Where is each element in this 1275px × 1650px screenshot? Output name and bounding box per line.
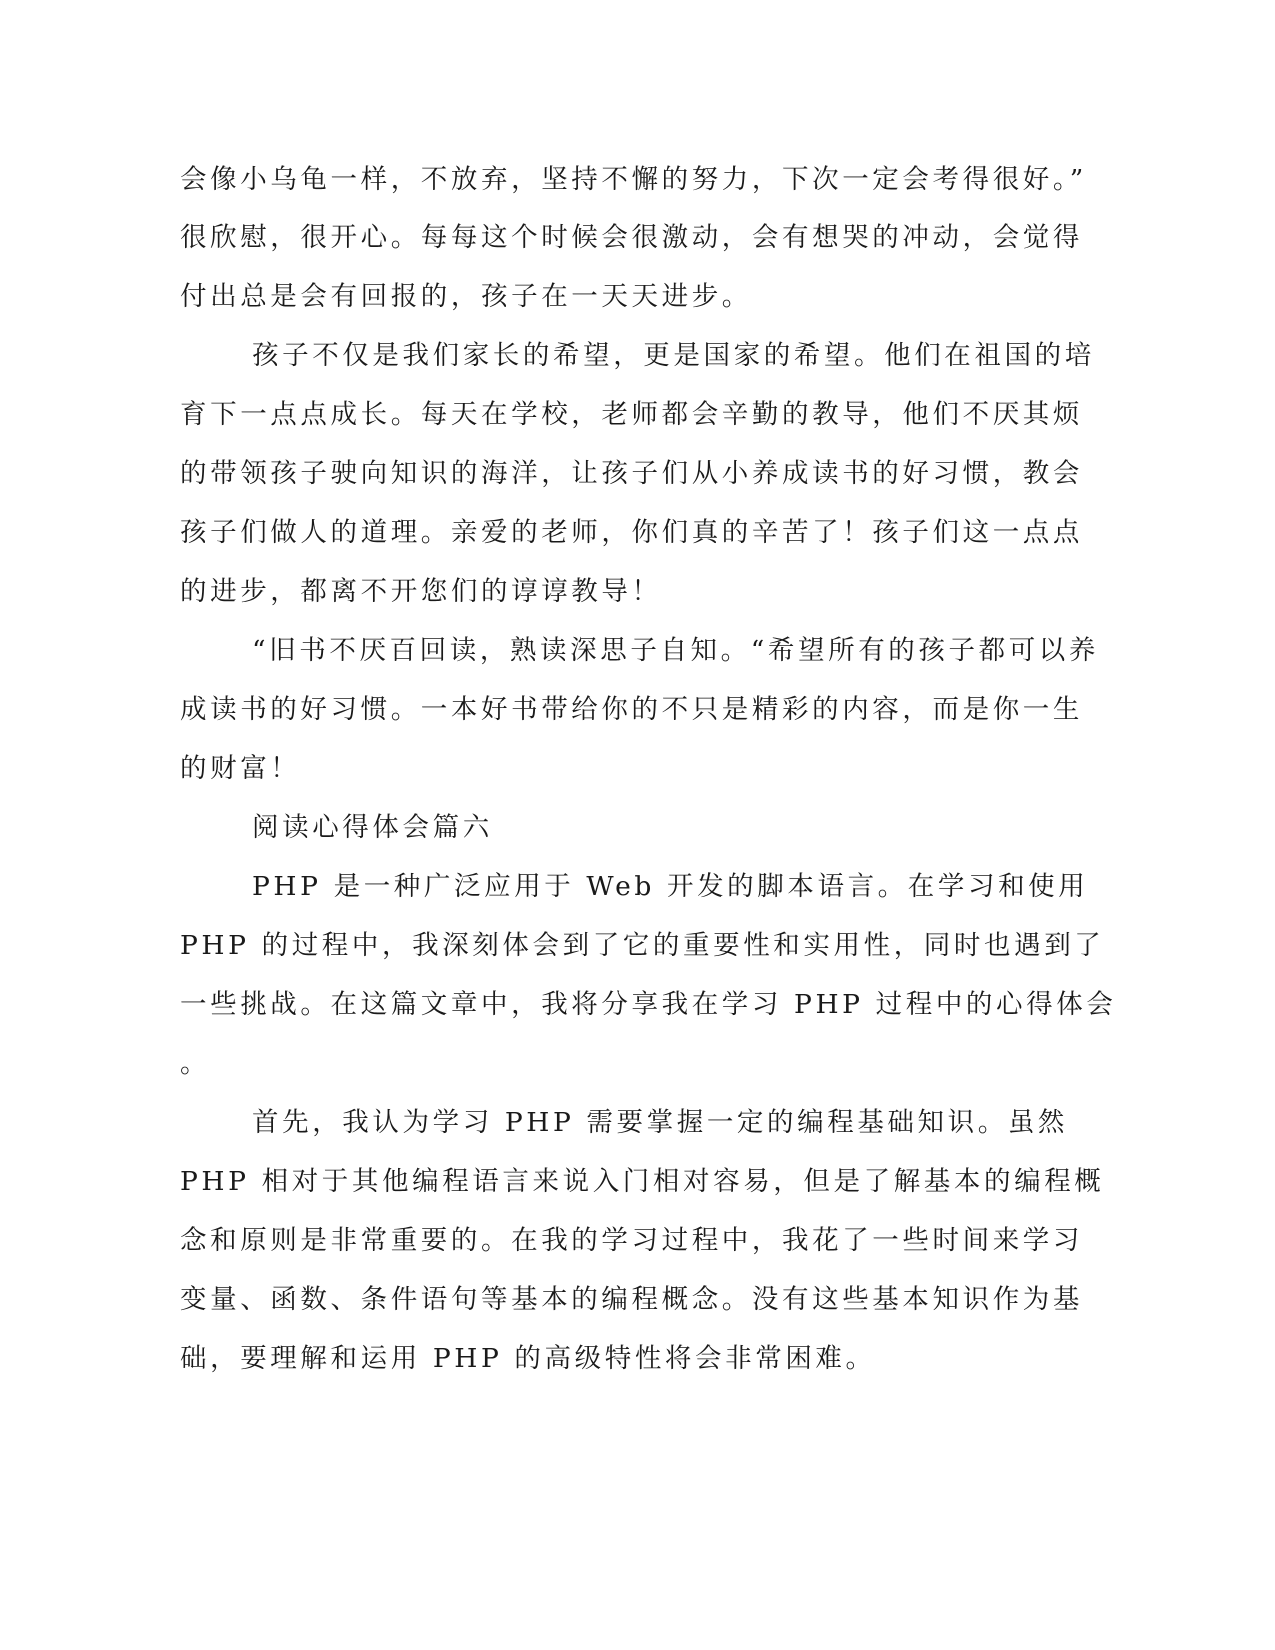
text-line: 础，要理解和运用 PHP 的高级特性将会非常困难。 (180, 1343, 876, 1374)
text-line: 育下一点点成长。每天在学校，老师都会辛勤的教导，他们不厌其烦 (180, 399, 1083, 430)
text-line: PHP 相对于其他编程语言来说入门相对容易，但是了解基本的编程概 (180, 1166, 1105, 1197)
paragraph-first-line: “旧书不厌百回读，熟读深思子自知。“希望所有的孩子都可以养 (252, 635, 1099, 666)
text-line: 。 (180, 1048, 211, 1079)
text-line: PHP 的过程中，我深刻体会到了它的重要性和实用性，同时也遇到了 (180, 930, 1105, 961)
text-line: 一些挑战。在这篇文章中，我将分享我在学习 PHP 过程中的心得体会 (180, 989, 1117, 1020)
paragraph-first-line: 孩子不仅是我们家长的希望，更是国家的希望。他们在祖国的培 (252, 340, 1095, 371)
text-line: 成读书的好习惯。一本好书带给你的不只是精彩的内容，而是你一生 (180, 694, 1083, 725)
text-line: 付出总是会有回报的，孩子在一天天进步。 (180, 281, 752, 312)
text-line: 会像小乌龟一样，不放弃，坚持不懈的努力，下次一定会考得很好。” (180, 164, 1087, 195)
paragraph-first-line: 首先，我认为学习 PHP 需要掌握一定的编程基础知识。虽然 (252, 1107, 1069, 1138)
text-line: 很欣慰，很开心。每每这个时候会很激动，会有想哭的冲动，会觉得 (180, 222, 1083, 253)
text-line: 念和原则是非常重要的。在我的学习过程中，我花了一些时间来学习 (180, 1225, 1083, 1256)
section-heading: 阅读心得体会篇六 (252, 812, 493, 843)
paragraph-first-line: PHP 是一种广泛应用于 Web 开发的脚本语言。在学习和使用 (252, 871, 1089, 902)
text-line: 的进步，都离不开您们的谆谆教导！ (180, 576, 662, 607)
text-line: 变量、函数、条件语句等基本的编程概念。没有这些基本知识作为基 (180, 1284, 1083, 1315)
text-line: 的财富！ (180, 753, 301, 784)
text-line: 孩子们做人的道理。亲爱的老师，你们真的辛苦了！孩子们这一点点 (180, 517, 1083, 548)
text-line: 的带领孩子驶向知识的海洋，让孩子们从小养成读书的好习惯，教会 (180, 458, 1083, 489)
